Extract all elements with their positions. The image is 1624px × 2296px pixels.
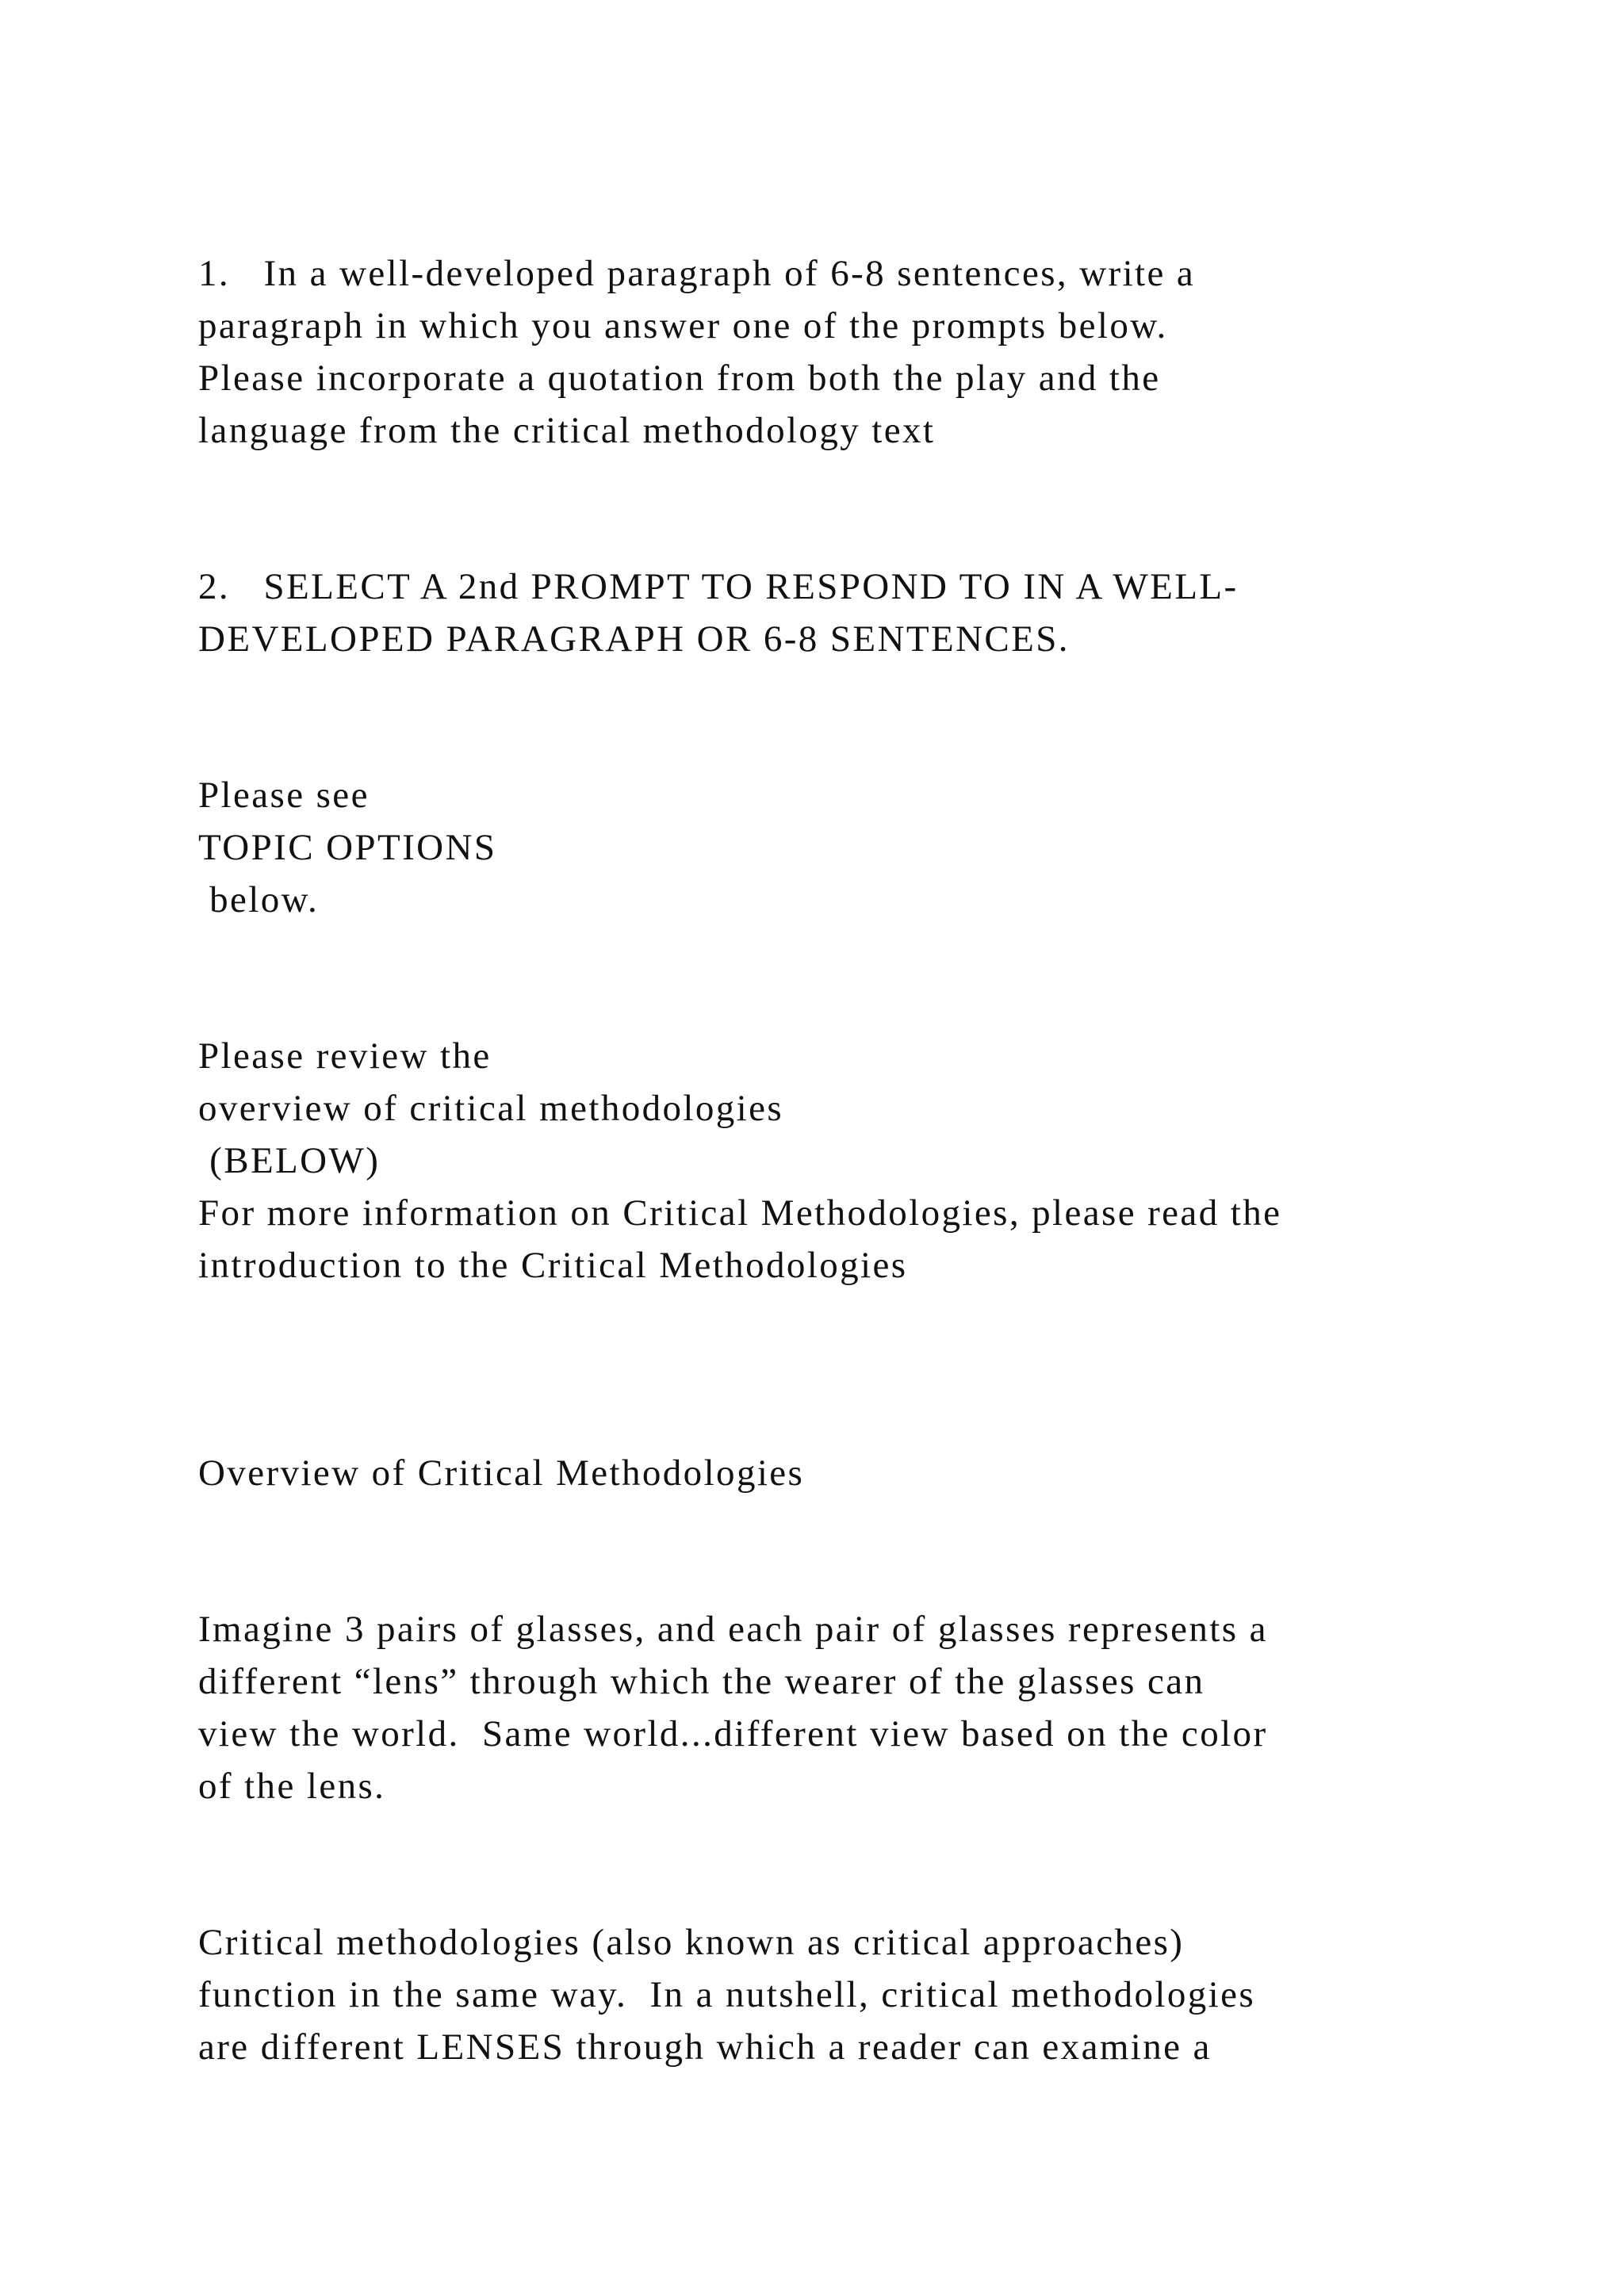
- overview-heading: Overview of Critical Methodologies: [198, 1452, 805, 1494]
- see-topics-line3: below.: [198, 879, 320, 920]
- see-topics-line1: Please see: [198, 775, 370, 816]
- review-line5: introduction to the Critical Methodologies: [198, 1245, 908, 1286]
- review-line3: (BELOW): [198, 1140, 381, 1181]
- glasses-paragraph-line2: different “lens” through which the wearer of the glasses can: [198, 1661, 1205, 1702]
- glasses-paragraph-line3: view the world. Same world...different view based on the color: [198, 1713, 1268, 1755]
- item1-line3: Please incorporate a quotation from both the play and the: [198, 358, 1161, 399]
- see-topics-line2: TOPIC OPTIONS: [198, 827, 497, 868]
- methodologies-paragraph-line1: Critical methodologies (also known as critical approaches): [198, 1922, 1185, 1963]
- item1-line1: 1. In a well-developed paragraph of 6-8 sentences, write a: [198, 253, 1196, 294]
- methodologies-paragraph-line2: function in the same way. In a nutshell, critical methodologies: [198, 1974, 1256, 2015]
- review-line4: For more information on Critical Methodologies, please read the: [198, 1192, 1282, 1234]
- item2-line1: 2. SELECT A 2nd PROMPT TO RESPOND TO IN A WELL-: [198, 566, 1239, 607]
- item2-line2: DEVELOPED PARAGRAPH OR 6-8 SENTENCES.: [198, 618, 1070, 660]
- glasses-paragraph-line1: Imagine 3 pairs of glasses, and each pair of glasses represents a: [198, 1609, 1268, 1650]
- review-line2: overview of critical methodologies: [198, 1088, 784, 1129]
- review-line1: Please review the: [198, 1035, 492, 1077]
- item1-line2: paragraph in which you answer one of the prompts below.: [198, 305, 1168, 346]
- item1-line4: language from the critical methodology text: [198, 410, 936, 451]
- glasses-paragraph-line4: of the lens.: [198, 1766, 386, 1807]
- methodologies-paragraph-line3: are different LENSES through which a reader can examine a: [198, 2026, 1212, 2068]
